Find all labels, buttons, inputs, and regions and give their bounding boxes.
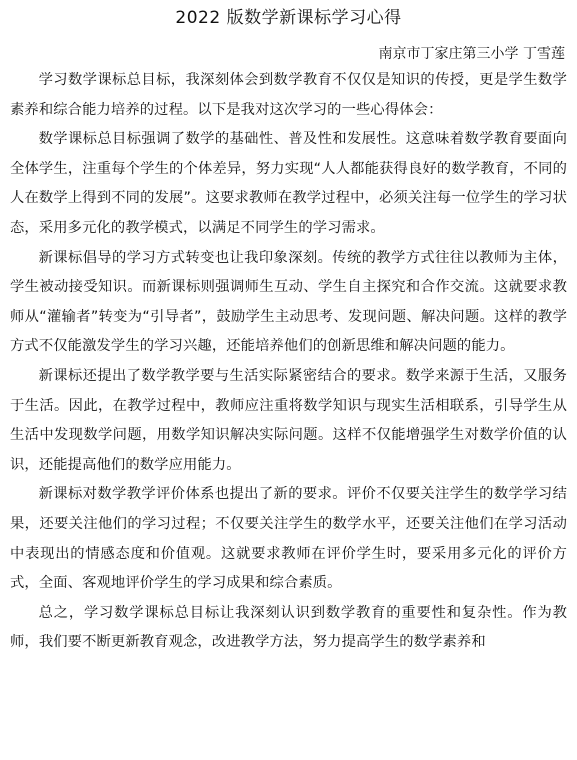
paragraph-evaluation: 新课标对数学教学评价体系也提出了新的要求。评价不仅要关注学生的数学学习结果，还要关注他们的学习过程；不仅要关注学生的数学水平，还要关注他们在学习活动中表现出的情感态度和价值观。这就要求教师在评价学生时，要采用多元化的评价方式，全面、客观地评价学生的学习成果和综合素质。 <box>10 486 567 592</box>
document-body <box>10 66 567 658</box>
paragraph-real-life: 新课标还提出了数学教学要与生活实际紧密结合的要求。数学来源于生活，又服务于生活。因此，在教学过程中，教师应注重将数学知识与现实生活相联系，引导学生从生活中发现数学问题，用数学知识解决实际问题。这样不仅能增强学生对数学价值的认识，还能提高他们的数学应用能力。 <box>10 367 567 473</box>
document-title: 2022 版数学新课标学习心得 <box>175 8 402 28</box>
paragraph-intro: 学习数学课标总目标，我深刻体会到数学教育不仅仅是知识的传授，更是学生数学素养和综合能力培养的过程。以下是我对这次学习的一些心得体会： <box>10 72 567 118</box>
paragraph-learning-methods: 新课标倡导的学习方式转变也让我印象深刻。传统的教学方式往往以教师为主体，学生被动接受知识。而新课标则强调师生互动、学生自主探究和合作交流。这就要求教师从“灌输者”转变为“引导者”，鼓励学生主动思考、发现问题、解决问题。这样的教学方式不仅能激发学生的学习兴趣，还能培养他们的创新思维和解决问题的能力。 <box>10 249 567 355</box>
paragraph-goals: 数学课标总目标强调了数学的基础性、普及性和发展性。这意味着数学教育要面向全体学生，注重每个学生的个体差异，努力实现“人人都能获得良好的数学教育，不同的人在数学上得到不同的发展”。这要求教师在教学过程中，必须关注每一位学生的学习状态，采用多元化的教学模式，以满足不同学生的学习需求。 <box>10 131 567 236</box>
author-line: 南京市丁家庄第三小学 丁雪莲 <box>378 46 565 62</box>
paragraph-conclusion: 总之，学习数学课标总目标让我深刻认识到数学教育的重要性和复杂性。作为教师，我们要不断更新教育观念，改进教学方法，努力提高学生的数学素养和 <box>10 604 567 651</box>
